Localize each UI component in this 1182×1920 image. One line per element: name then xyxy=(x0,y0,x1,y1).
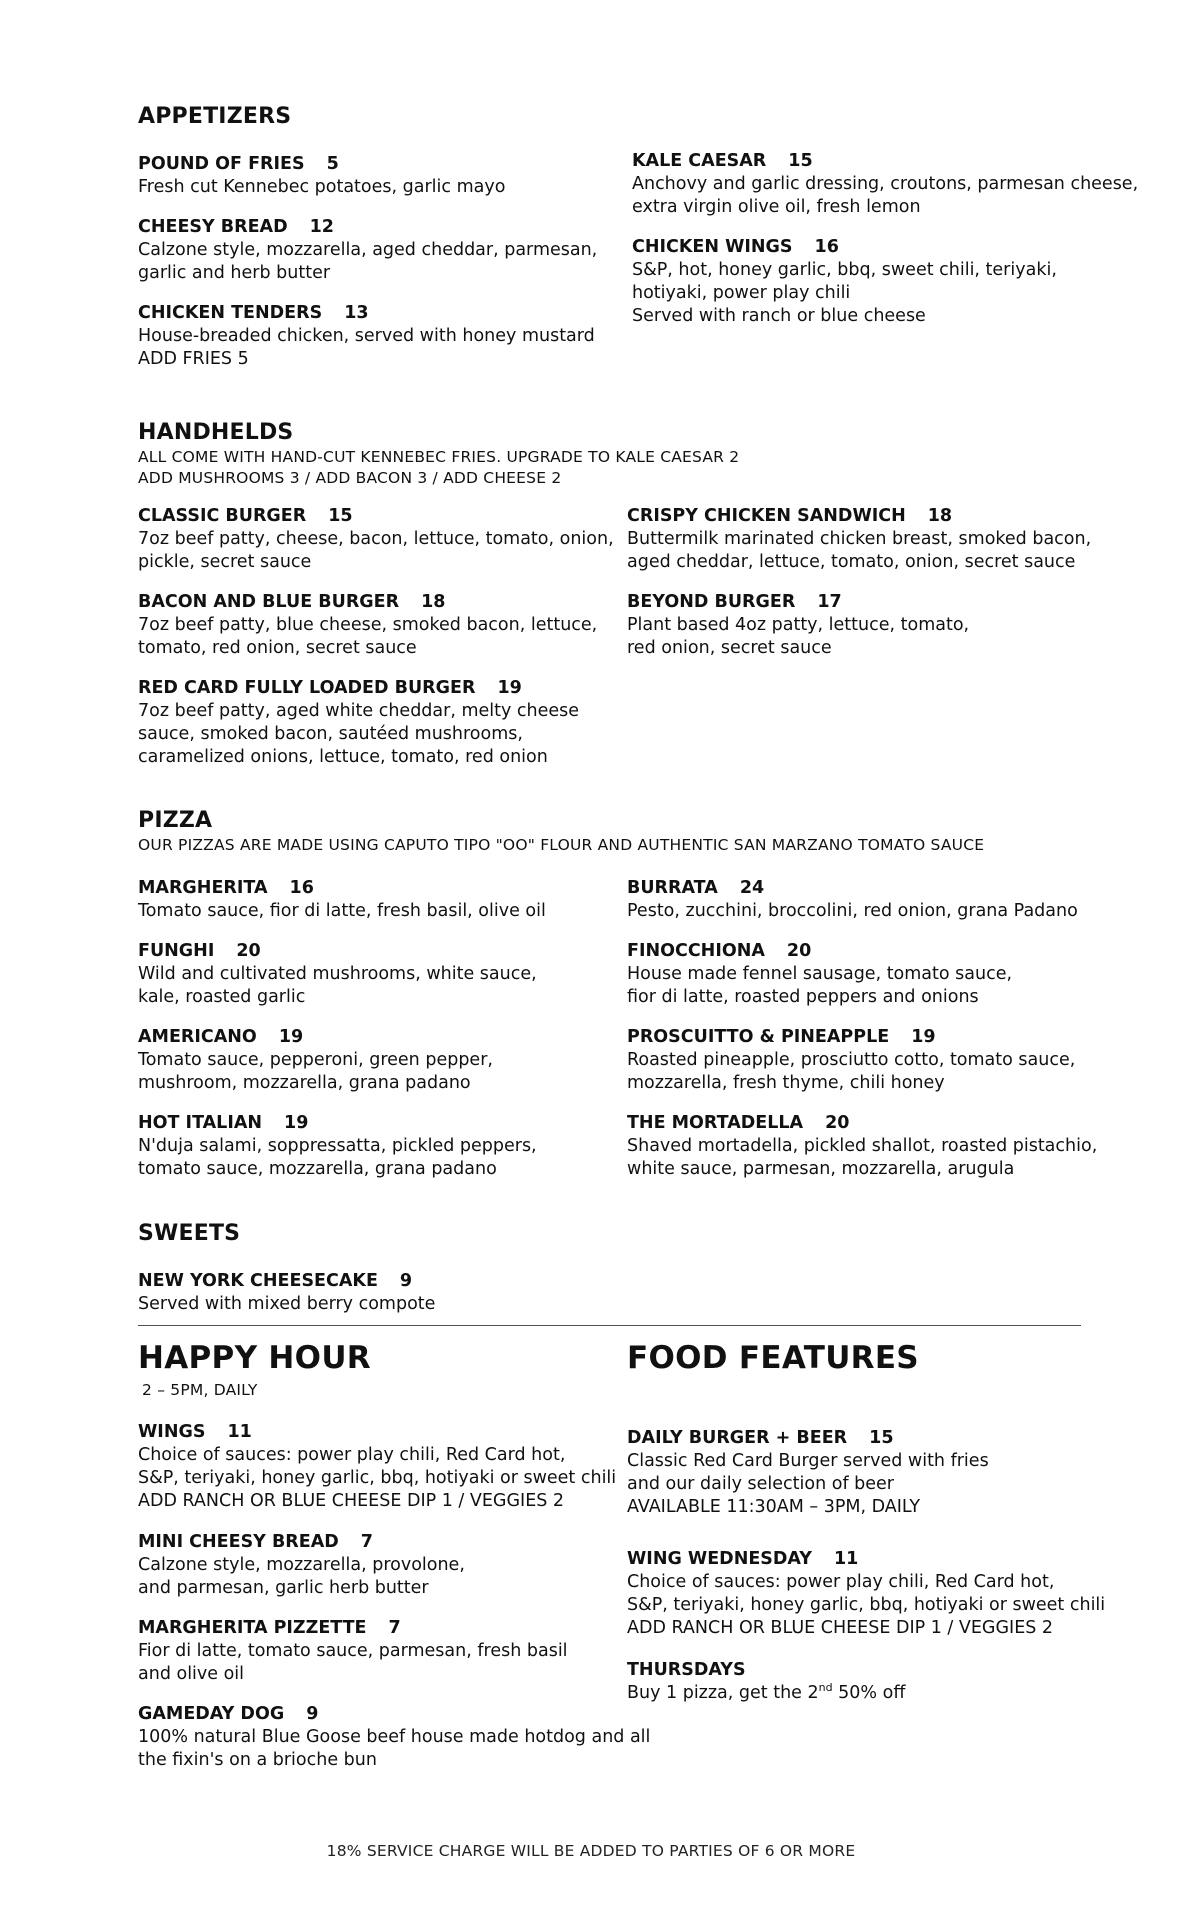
item-name: FUNGHI xyxy=(138,941,215,961)
menu-item-chicken-tenders xyxy=(138,302,595,371)
item-description: 7oz beef patty, blue cheese, smoked bacon, lettuce, tomato, red onion, secret sauce xyxy=(138,615,598,658)
item-name: BEYOND BURGER xyxy=(627,592,796,612)
pizza-title: PIZZA xyxy=(138,808,213,833)
handhelds-addons: ADD MUSHROOMS 3 / ADD BACON 3 / ADD CHEESE 2 xyxy=(138,469,562,487)
item-price: 19 xyxy=(497,678,522,698)
item-description: N'duja salami, soppressatta, pickled peppers, tomato sauce, mozzarella, grana padano xyxy=(138,1136,537,1179)
item-description: House made fennel sausage, tomato sauce, fior di latte, roasted peppers and onions xyxy=(627,964,1013,1007)
item-price: 20 xyxy=(236,941,261,961)
menu-item-margherita xyxy=(138,877,546,923)
happy-hour-title: HAPPY HOUR xyxy=(138,1340,371,1376)
item-description: Wild and cultivated mushrooms, white sauce, kale, roasted garlic xyxy=(138,964,537,1007)
item-name: BURRATA xyxy=(627,878,718,898)
menu-item-crispy-chicken-sandwich xyxy=(627,505,1091,574)
item-price: 11 xyxy=(833,1549,859,1569)
item-description: 100% natural Blue Goose beef house made hotdog and all the fixin's on a brioche bun xyxy=(138,1727,651,1770)
item-description: 7oz beef patty, cheese, bacon, lettuce, tomato, onion, pickle, secret sauce xyxy=(138,529,614,572)
item-name: CHEESY BREAD xyxy=(138,217,288,237)
item-name: MINI CHEESY BREAD xyxy=(138,1532,339,1552)
menu-item-classic-burger xyxy=(138,505,614,574)
menu-item-wing-wednesday xyxy=(627,1548,1105,1640)
happy-hour-subtitle: 2 – 5PM, DAILY xyxy=(142,1381,258,1399)
item-price: 16 xyxy=(814,237,839,257)
item-description: Fresh cut Kennebec potatoes, garlic mayo xyxy=(138,177,506,197)
item-name: WING WEDNESDAY xyxy=(627,1549,812,1569)
item-name: BACON AND BLUE BURGER xyxy=(138,592,400,612)
item-description: Served with mixed berry compote xyxy=(138,1294,436,1314)
menu-item-the-mortadella xyxy=(627,1112,1097,1181)
menu-item-finocchiona xyxy=(627,940,1012,1009)
pizza-note: OUR PIZZAS ARE MADE USING CAPUTO TIPO "OO" FLOUR AND AUTHENTIC SAN MARZANO TOMATO SAUCE xyxy=(138,836,985,854)
menu-item-hh-wings xyxy=(138,1421,616,1513)
item-description: 7oz beef patty, aged white cheddar, melty cheese sauce, smoked bacon, sautéed mushrooms, caramelized onions, lettuce, tomato, red onion xyxy=(138,701,580,767)
item-price: 20 xyxy=(786,941,812,961)
item-name: AMERICANO xyxy=(138,1027,257,1047)
item-name: CRISPY CHICKEN SANDWICH xyxy=(627,506,906,526)
item-description: Anchovy and garlic dressing, croutons, parmesan cheese, extra virgin olive oil, fresh lemon xyxy=(632,174,1139,217)
item-description: Pesto, zucchini, broccolini, red onion, grana Padano xyxy=(627,901,1078,921)
item-name: CLASSIC BURGER xyxy=(138,506,307,526)
item-price: 20 xyxy=(825,1113,850,1133)
item-description: Fior di latte, tomato sauce, parmesan, fresh basil and olive oil xyxy=(138,1641,568,1684)
item-price: 15 xyxy=(788,151,813,171)
handhelds-title: HANDHELDS xyxy=(138,420,294,445)
item-description: Plant based 4oz patty, lettuce, tomato, red onion, secret sauce xyxy=(627,615,970,658)
menu-item-thursdays xyxy=(627,1659,905,1705)
item-description xyxy=(627,1682,905,1705)
item-description: Choice of sauces: power play chili, Red Card hot, S&P, teriyaki, honey garlic, bbq, hotiyaki or sweet chili ADD RANCH OR BLUE CHEESE DIP 1 / VEGGIES 2 xyxy=(627,1572,1106,1638)
item-name: THE MORTADELLA xyxy=(627,1113,804,1133)
thursdays-desc-start: Buy 1 pizza, get the 2 xyxy=(627,1683,819,1703)
item-price: 5 xyxy=(326,154,339,174)
item-name: MARGHERITA xyxy=(138,878,268,898)
item-description: S&P, hot, honey garlic, bbq, sweet chili, teriyaki, hotiyaki, power play chili Served with ranch or blue cheese xyxy=(632,260,1057,326)
item-name: CHICKEN WINGS xyxy=(632,237,793,257)
menu-item-burrata xyxy=(627,877,1078,923)
menu-item-mini-cheesy-bread xyxy=(138,1531,465,1600)
item-price: 7 xyxy=(388,1618,401,1638)
menu-item-cheesy-bread xyxy=(138,216,597,285)
menu-item-red-card-burger xyxy=(138,677,579,769)
menu-item-gameday-dog xyxy=(138,1703,650,1772)
menu-item-ny-cheesecake xyxy=(138,1270,435,1316)
item-name: GAMEDAY DOG xyxy=(138,1704,285,1724)
item-description: House-breaded chicken, served with honey mustard ADD FRIES 5 xyxy=(138,326,595,369)
item-description: Shaved mortadella, pickled shallot, roasted pistachio, white sauce, parmesan, mozzarella, arugula xyxy=(627,1136,1098,1179)
menu-item-pound-of-fries xyxy=(138,153,505,199)
menu-item-margherita-pizzette xyxy=(138,1617,568,1686)
item-name: WINGS xyxy=(138,1422,206,1442)
handhelds-note: ALL COME WITH HAND-CUT KENNEBEC FRIES. UPGRADE TO KALE CAESAR 2 xyxy=(138,448,740,466)
item-description: Choice of sauces: power play chili, Red Card hot, S&P, teriyaki, honey garlic, bbq, hotiyaki or sweet chili ADD RANCH OR BLUE CHEESE DIP 1 / VEGGIES 2 xyxy=(138,1445,617,1511)
service-charge-note: 18% SERVICE CHARGE WILL BE ADDED TO PARTIES OF 6 OR MORE xyxy=(326,1842,856,1860)
thursdays-desc-end: 50% off xyxy=(832,1683,906,1703)
menu-item-daily-burger-beer xyxy=(627,1427,989,1519)
item-price: 18 xyxy=(927,506,953,526)
item-description: Buttermilk marinated chicken breast, smoked bacon, aged cheddar, lettuce, tomato, onion, secret sauce xyxy=(627,529,1092,572)
menu-item-kale-caesar xyxy=(632,150,1138,219)
item-price: 9 xyxy=(306,1704,319,1724)
appetizers-title: APPETIZERS xyxy=(138,104,292,129)
item-price: 24 xyxy=(739,878,765,898)
item-description: Calzone style, mozzarella, provolone, and parmesan, garlic herb butter xyxy=(138,1555,465,1598)
sweets-title: SWEETS xyxy=(138,1221,241,1246)
item-price: 9 xyxy=(399,1271,413,1291)
item-name: HOT ITALIAN xyxy=(138,1113,263,1133)
item-description: Tomato sauce, fior di latte, fresh basil, olive oil xyxy=(138,901,546,921)
menu-item-hot-italian xyxy=(138,1112,537,1181)
item-name: NEW YORK CHEESECAKE xyxy=(138,1271,378,1291)
item-price: 17 xyxy=(817,592,842,612)
item-name: POUND OF FRIES xyxy=(138,154,305,174)
item-name: PROSCUITTO & PINEAPPLE xyxy=(627,1027,890,1047)
item-description: Roasted pineapple, prosciutto cotto, tomato sauce, mozzarella, fresh thyme, chili honey xyxy=(627,1050,1076,1093)
item-name: THURSDAYS xyxy=(627,1660,746,1680)
item-price: 11 xyxy=(227,1422,252,1442)
ordinal-suffix: nd xyxy=(818,1681,833,1695)
item-name: RED CARD FULLY LOADED BURGER xyxy=(138,678,476,698)
item-description: Tomato sauce, pepperoni, green pepper, mushroom, mozzarella, grana padano xyxy=(138,1050,493,1093)
food-features-title: FOOD FEATURES xyxy=(627,1340,919,1376)
item-description: Classic Red Card Burger served with fries and our daily selection of beer AVAILABLE 11:30AM – 3PM, DAILY xyxy=(627,1451,989,1517)
item-description: Calzone style, mozzarella, aged cheddar, parmesan, garlic and herb butter xyxy=(138,240,598,283)
item-name: FINOCCHIONA xyxy=(627,941,765,961)
menu-item-chicken-wings xyxy=(632,236,1057,328)
section-divider xyxy=(138,1325,1081,1326)
menu-item-proscuitto-pineapple xyxy=(627,1026,1075,1095)
item-price: 18 xyxy=(421,592,446,612)
item-name: DAILY BURGER + BEER xyxy=(627,1428,848,1448)
item-price: 15 xyxy=(869,1428,894,1448)
item-price: 13 xyxy=(344,303,369,323)
menu-item-beyond-burger xyxy=(627,591,969,660)
item-price: 19 xyxy=(911,1027,936,1047)
menu-item-bacon-blue-burger xyxy=(138,591,597,660)
item-price: 7 xyxy=(360,1532,373,1552)
item-price: 15 xyxy=(328,506,353,526)
item-price: 16 xyxy=(289,878,314,898)
item-price: 19 xyxy=(284,1113,309,1133)
item-name: CHICKEN TENDERS xyxy=(138,303,323,323)
menu-item-funghi xyxy=(138,940,537,1009)
item-name: KALE CAESAR xyxy=(632,151,767,171)
menu-item-americano xyxy=(138,1026,493,1095)
item-price: 12 xyxy=(309,217,334,237)
item-price: 19 xyxy=(278,1027,304,1047)
item-name: MARGHERITA PIZZETTE xyxy=(138,1618,367,1638)
